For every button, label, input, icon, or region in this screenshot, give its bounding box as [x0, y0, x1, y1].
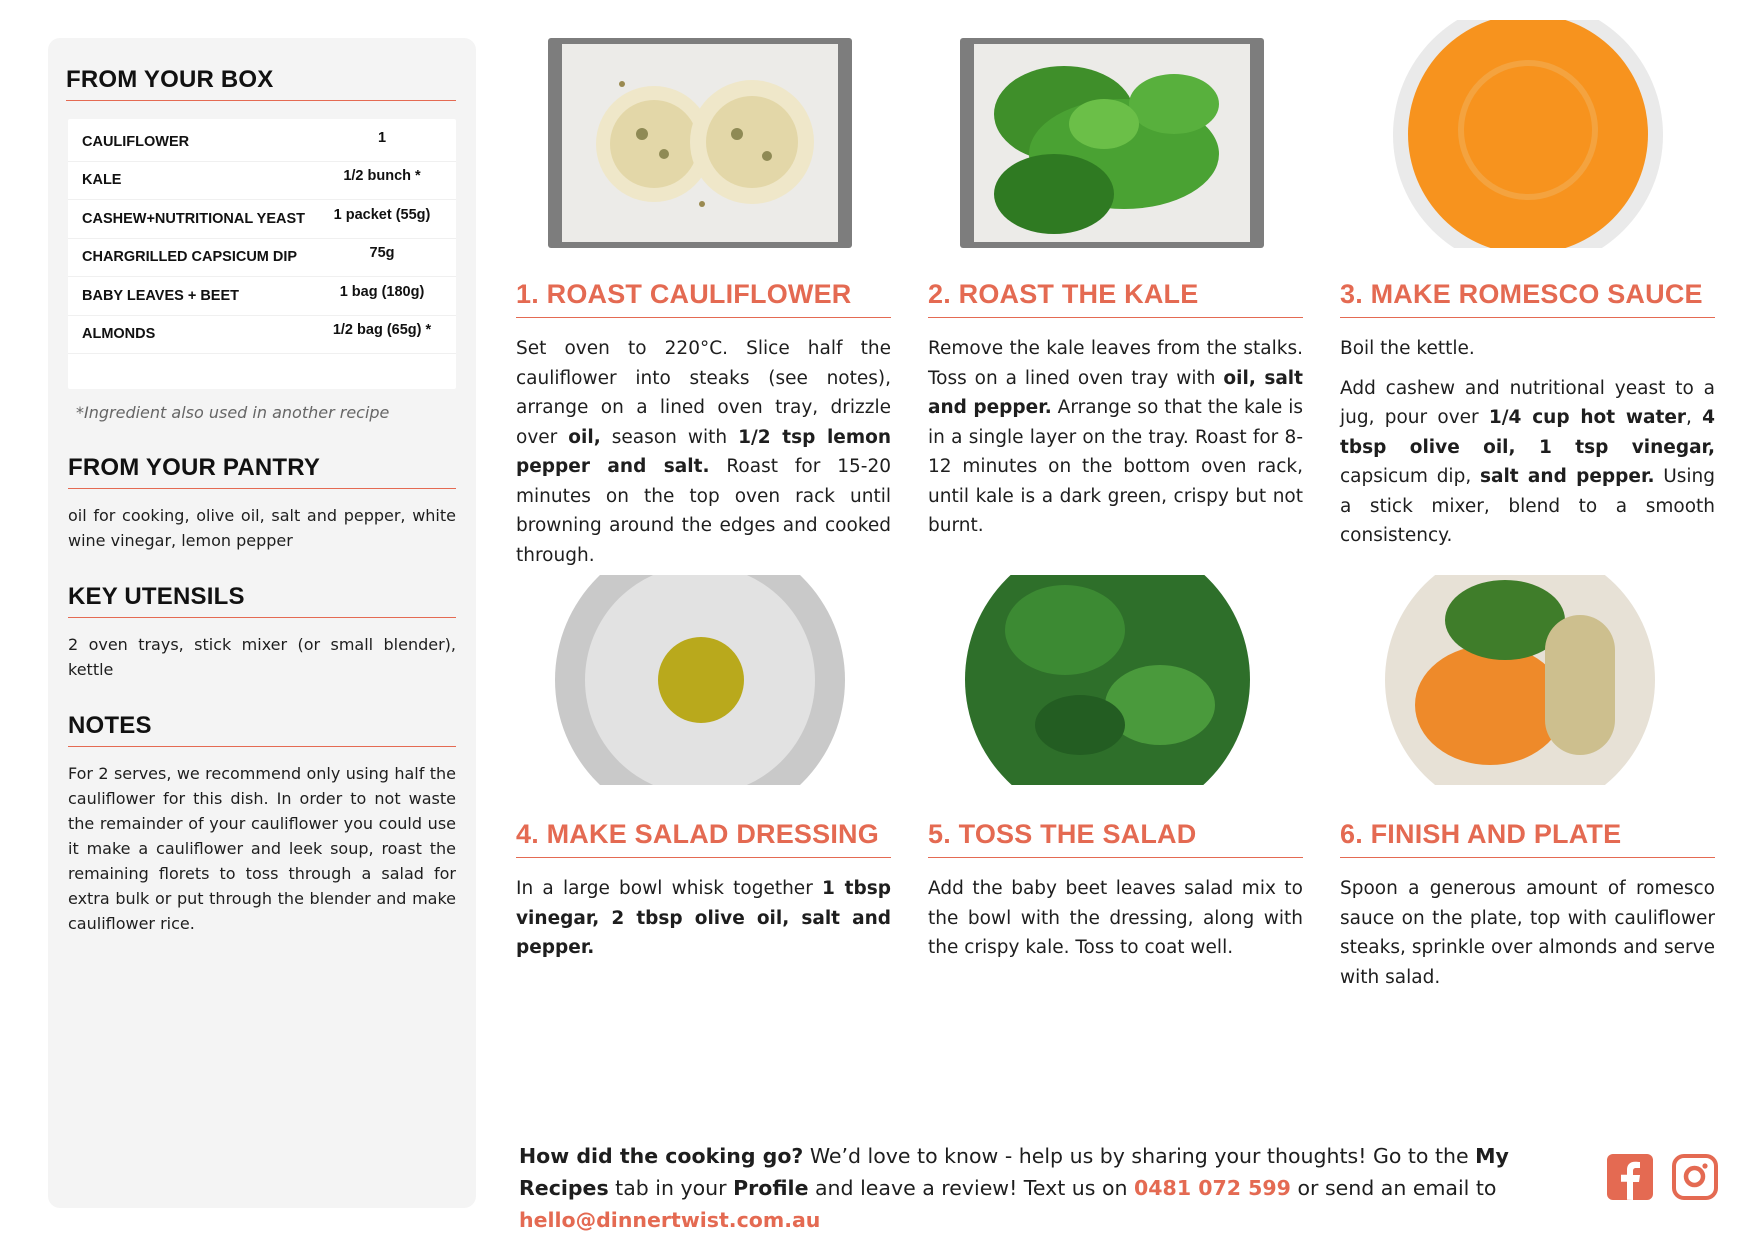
step-4-title: 4. MAKE SALAD DRESSING — [516, 819, 891, 858]
ingredient-name: CHARGRILLED CAPSICUM DIP — [82, 249, 298, 266]
ingredient-name: CASHEW+NUTRITIONAL YEAST — [82, 210, 306, 227]
instagram-icon[interactable] — [1672, 1154, 1718, 1200]
step-4 — [516, 819, 891, 963]
ingredient-row — [68, 162, 456, 201]
ingredient-row — [68, 200, 456, 239]
step-5-text: Add the baby beet leaves salad mix to the bowl with the dressing, along with the crispy kale. Toss to coat well. — [928, 878, 1303, 958]
ingredient-name: CAULIFLOWER — [82, 133, 190, 150]
step-2-text: Remove the kale leaves from the stalks. Toss on a lined oven tray with oil, salt and pepper. Arrange so that the kale is in a single layer on the tray. Roast for 8-12 minutes on the bottom oven rack, until kale is a dark green, crispy but not burnt. — [928, 338, 1303, 536]
ingredient-name: BABY LEAVES + BEET — [82, 287, 239, 304]
step-1-title: 1. ROAST CAULIFLOWER — [516, 279, 891, 318]
ingredient-note: *Ingredient also used in another recipe — [76, 403, 390, 422]
step-4-text: In a large bowl whisk together 1 tbsp vinegar, 2 tbsp olive oil, salt and pepper. — [516, 878, 891, 958]
pantry-heading: FROM YOUR PANTRY — [68, 454, 456, 489]
ingredient-qty: 1 packet (55g) — [333, 206, 431, 223]
ingredient-row — [68, 123, 456, 162]
ingredient-qty: 1 bag (180g) — [339, 283, 425, 300]
ingredient-qty: 1/2 bunch * — [343, 168, 421, 185]
ingredient-qty: 1/2 bag (65g) * — [332, 322, 432, 339]
step-2-title: 2. ROAST THE KALE — [928, 279, 1303, 318]
salad-dressing-photo — [555, 575, 845, 785]
utensils-text: 2 oven trays, stick mixer (or small blender), kettle — [68, 635, 456, 679]
step-6-text: Spoon a generous amount of romesco sauce on the plate, top with cauliflower steaks, sprinkle over almonds and serve with salad. — [1340, 878, 1715, 988]
step-6-title: 6. FINISH AND PLATE — [1340, 819, 1715, 858]
notes-heading: NOTES — [68, 712, 456, 747]
step-3-title: 3. MAKE ROMESCO SAUCE — [1340, 279, 1715, 318]
romesco-sauce-photo — [1393, 20, 1663, 248]
roast-cauliflower-photo — [548, 38, 852, 248]
ingredient-qty: 75g — [369, 245, 395, 262]
ingredient-name: ALMONDS — [82, 326, 156, 343]
toss-salad-photo — [965, 575, 1250, 785]
finish-plate-photo — [1385, 575, 1655, 785]
step-6 — [1340, 819, 1715, 992]
step-3 — [1340, 279, 1715, 551]
feedback-footer: How did the cooking go? We’d love to know - help us by sharing your thoughts! Go to the My Recipes tab in your Profile and leave a review! Text us on 0481 072 599 or send an email to hello@dinnertwist.com.au — [519, 1144, 1509, 1232]
utensils-heading: KEY UTENSILS — [68, 583, 456, 618]
ingredient-row — [68, 316, 456, 355]
step-5-title: 5. TOSS THE SALAD — [928, 819, 1303, 858]
from-your-box-heading: FROM YOUR BOX — [66, 66, 456, 101]
ingredient-row — [68, 277, 456, 316]
step-2 — [928, 279, 1303, 541]
facebook-icon[interactable] — [1607, 1154, 1653, 1200]
roast-kale-photo — [960, 38, 1264, 248]
step-3-text-1: Boil the kettle. — [1340, 338, 1475, 359]
ingredient-qty: 1 — [377, 129, 387, 146]
ingredient-row — [68, 239, 456, 278]
step-1-text: Set oven to 220°C. Slice half the cauliflower into steaks (see notes), arrange on a lined oven tray, drizzle over oil, season with 1/2 tsp lemon pepper and salt. Roast for 15-20 minutes on the top oven rack until browning around the edges and cooked through. — [516, 338, 891, 566]
sidebar — [48, 38, 476, 1208]
step-1 — [516, 279, 891, 570]
pantry-text: oil for cooking, olive oil, salt and pepper, white wine vinegar, lemon pepper — [68, 506, 456, 550]
notes-text: For 2 serves, we recommend only using half the cauliflower for this dish. In order to not waste the remainder of your cauliflower you could use it make a cauliflower and leek soup, roast the remaining florets to toss through a salad for extra bulk or put through the blender and make cauliflower rice. — [68, 764, 456, 933]
step-3-text-2: Add cashew and nutritional yeast to a jug, pour over 1/4 cup hot water, 4 tbsp olive oil, 1 tsp vinegar, capsicum dip, salt and pepper. Using a stick mixer, blend to a smooth consistency. — [1340, 377, 1716, 546]
step-5 — [928, 819, 1303, 963]
ingredient-name: KALE — [82, 172, 122, 189]
ingredients-table — [68, 119, 456, 389]
